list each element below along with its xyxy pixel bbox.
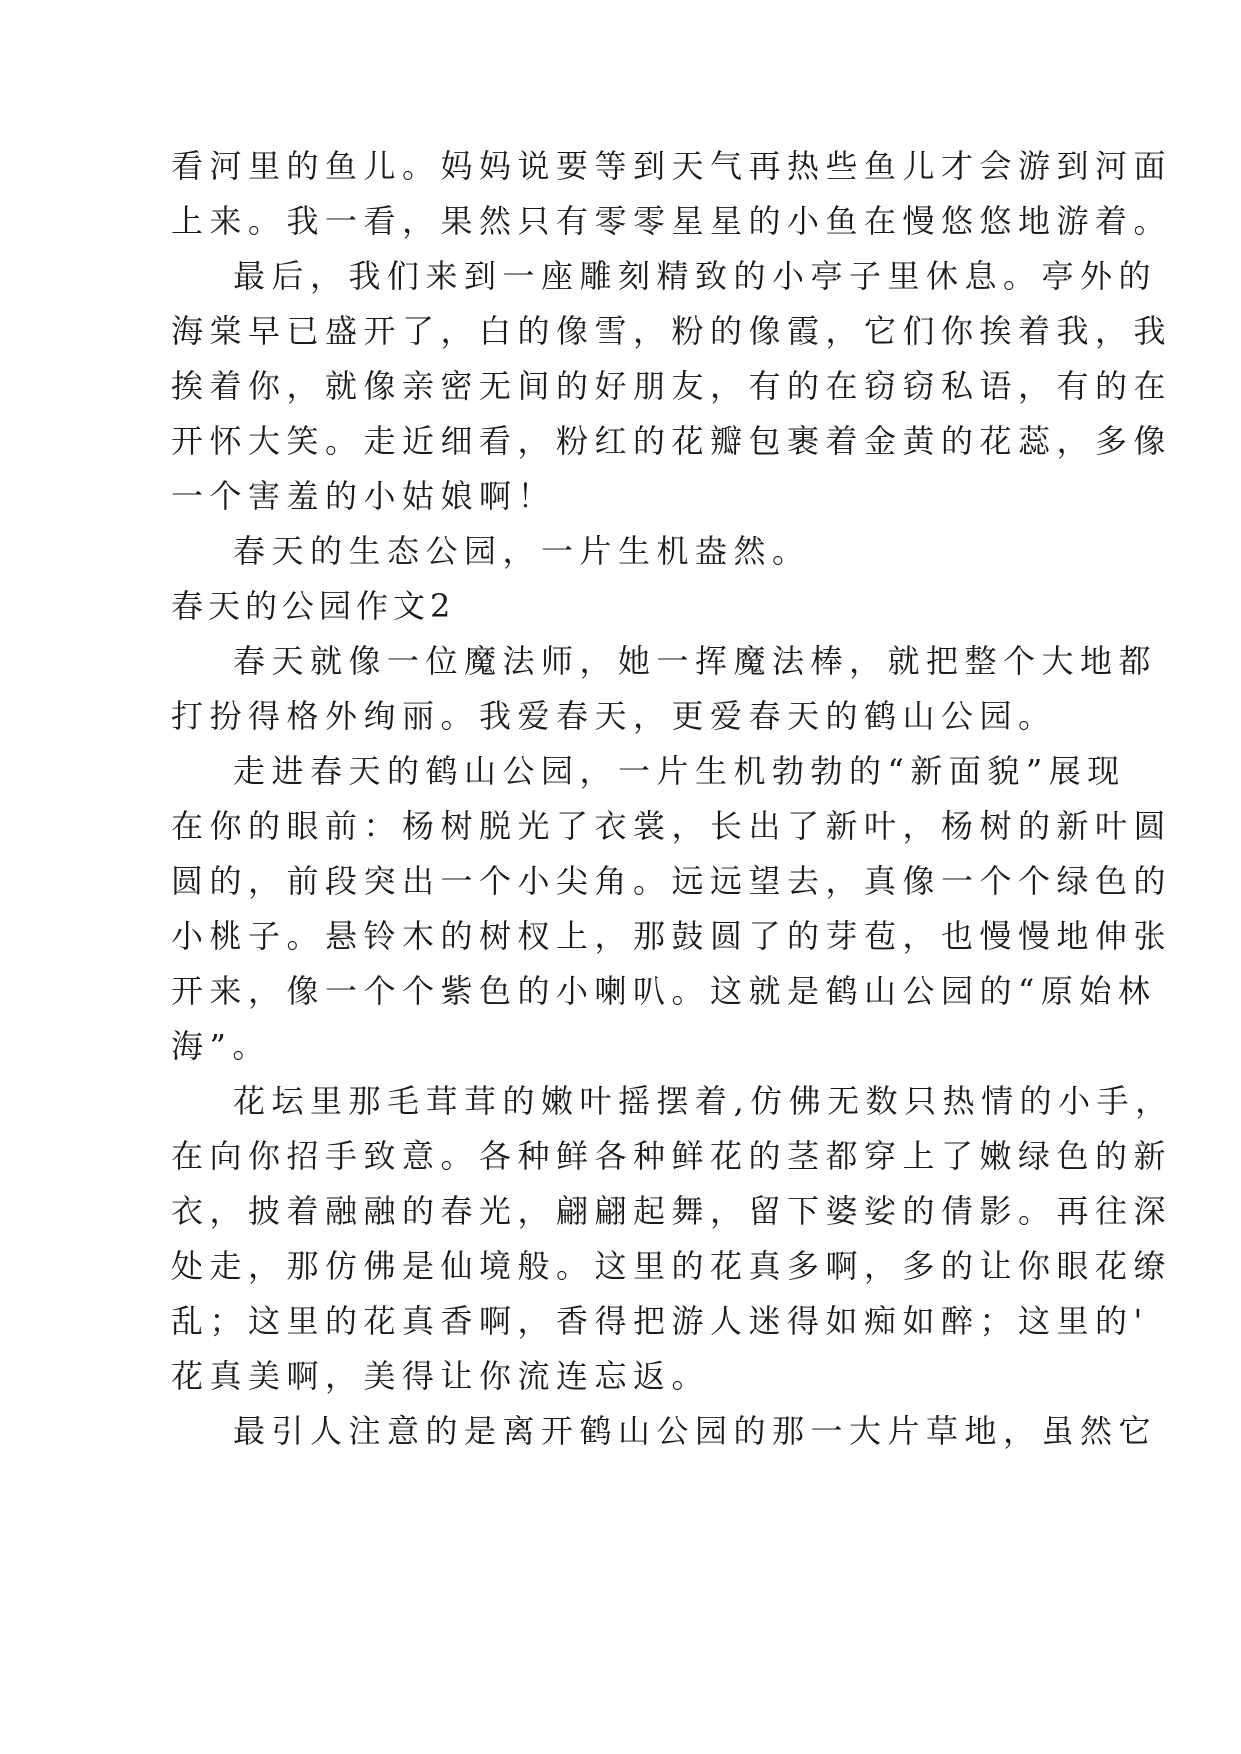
paragraph-first-line: 花坛里那毛茸茸的嫩叶摇摆着,仿佛无数只热情的小手， <box>233 1082 1174 1120</box>
text-line: 海棠早已盛开了，白的像雪，粉的像霞，它们你挨着我，我 <box>171 312 1173 350</box>
paragraph-first-line: 春天就像一位魔法师，她一挥魔法棒，就把整个大地都 <box>233 642 1158 680</box>
section-heading: 春天的公园作文2 <box>171 587 456 625</box>
text-line: 看河里的鱼儿。妈妈说要等到天气再热些鱼儿才会游到河面 <box>171 147 1173 185</box>
text-line: 衣，披着融融的春光，翩翩起舞，留下婆娑的倩影。再往深 <box>171 1192 1173 1230</box>
paragraph-first-line: 最后，我们来到一座雕刻精致的小亭子里休息。亭外的 <box>233 257 1158 295</box>
text-line: 在你的眼前：杨树脱光了衣裳，长出了新叶，杨树的新叶圆 <box>171 807 1173 845</box>
text-line: 花真美啊，美得让你流连忘返。 <box>171 1357 711 1395</box>
text-line: 小桃子。悬铃木的树杈上，那鼓圆了的芽苞，也慢慢地伸张 <box>171 917 1173 955</box>
paragraph-first-line: 春天的生态公园，一片生机盎然。 <box>233 532 811 570</box>
text-line: 乱；这里的花真香啊，香得把游人迷得如痴如醉；这里的' <box>171 1302 1149 1340</box>
paragraph-first-line: 走进春天的鹤山公园，一片生机勃勃的“新面貌”展现 <box>233 752 1126 790</box>
text-line: 挨着你，就像亲密无间的好朋友，有的在窃窃私语，有的在 <box>171 367 1173 405</box>
text-line: 上来。我一看，果然只有零零星星的小鱼在慢悠悠地游着。 <box>171 202 1173 240</box>
text-line: 处走，那仿佛是仙境般。这里的花真多啊，多的让你眼花缭 <box>171 1247 1173 1285</box>
paragraph-first-line: 最引人注意的是离开鹤山公园的那一大片草地，虽然它 <box>233 1412 1158 1450</box>
text-line: 在向你招手致意。各种鲜各种鲜花的茎都穿上了嫩绿色的新 <box>171 1137 1173 1175</box>
text-line: 圆的，前段突出一个小尖角。远远望去，真像一个个绿色的 <box>171 862 1173 900</box>
text-line: 开怀大笑。走近细看，粉红的花瓣包裹着金黄的花蕊，多像 <box>171 422 1173 460</box>
text-line: 海”。 <box>171 1027 271 1065</box>
text-line: 一个害羞的小姑娘啊！ <box>171 477 557 515</box>
text-line: 打扮得格外绚丽。我爱春天，更爱春天的鹤山公园。 <box>171 697 1057 735</box>
text-line: 开来，像一个个紫色的小喇叭。这就是鹤山公园的“原始林 <box>171 972 1157 1010</box>
